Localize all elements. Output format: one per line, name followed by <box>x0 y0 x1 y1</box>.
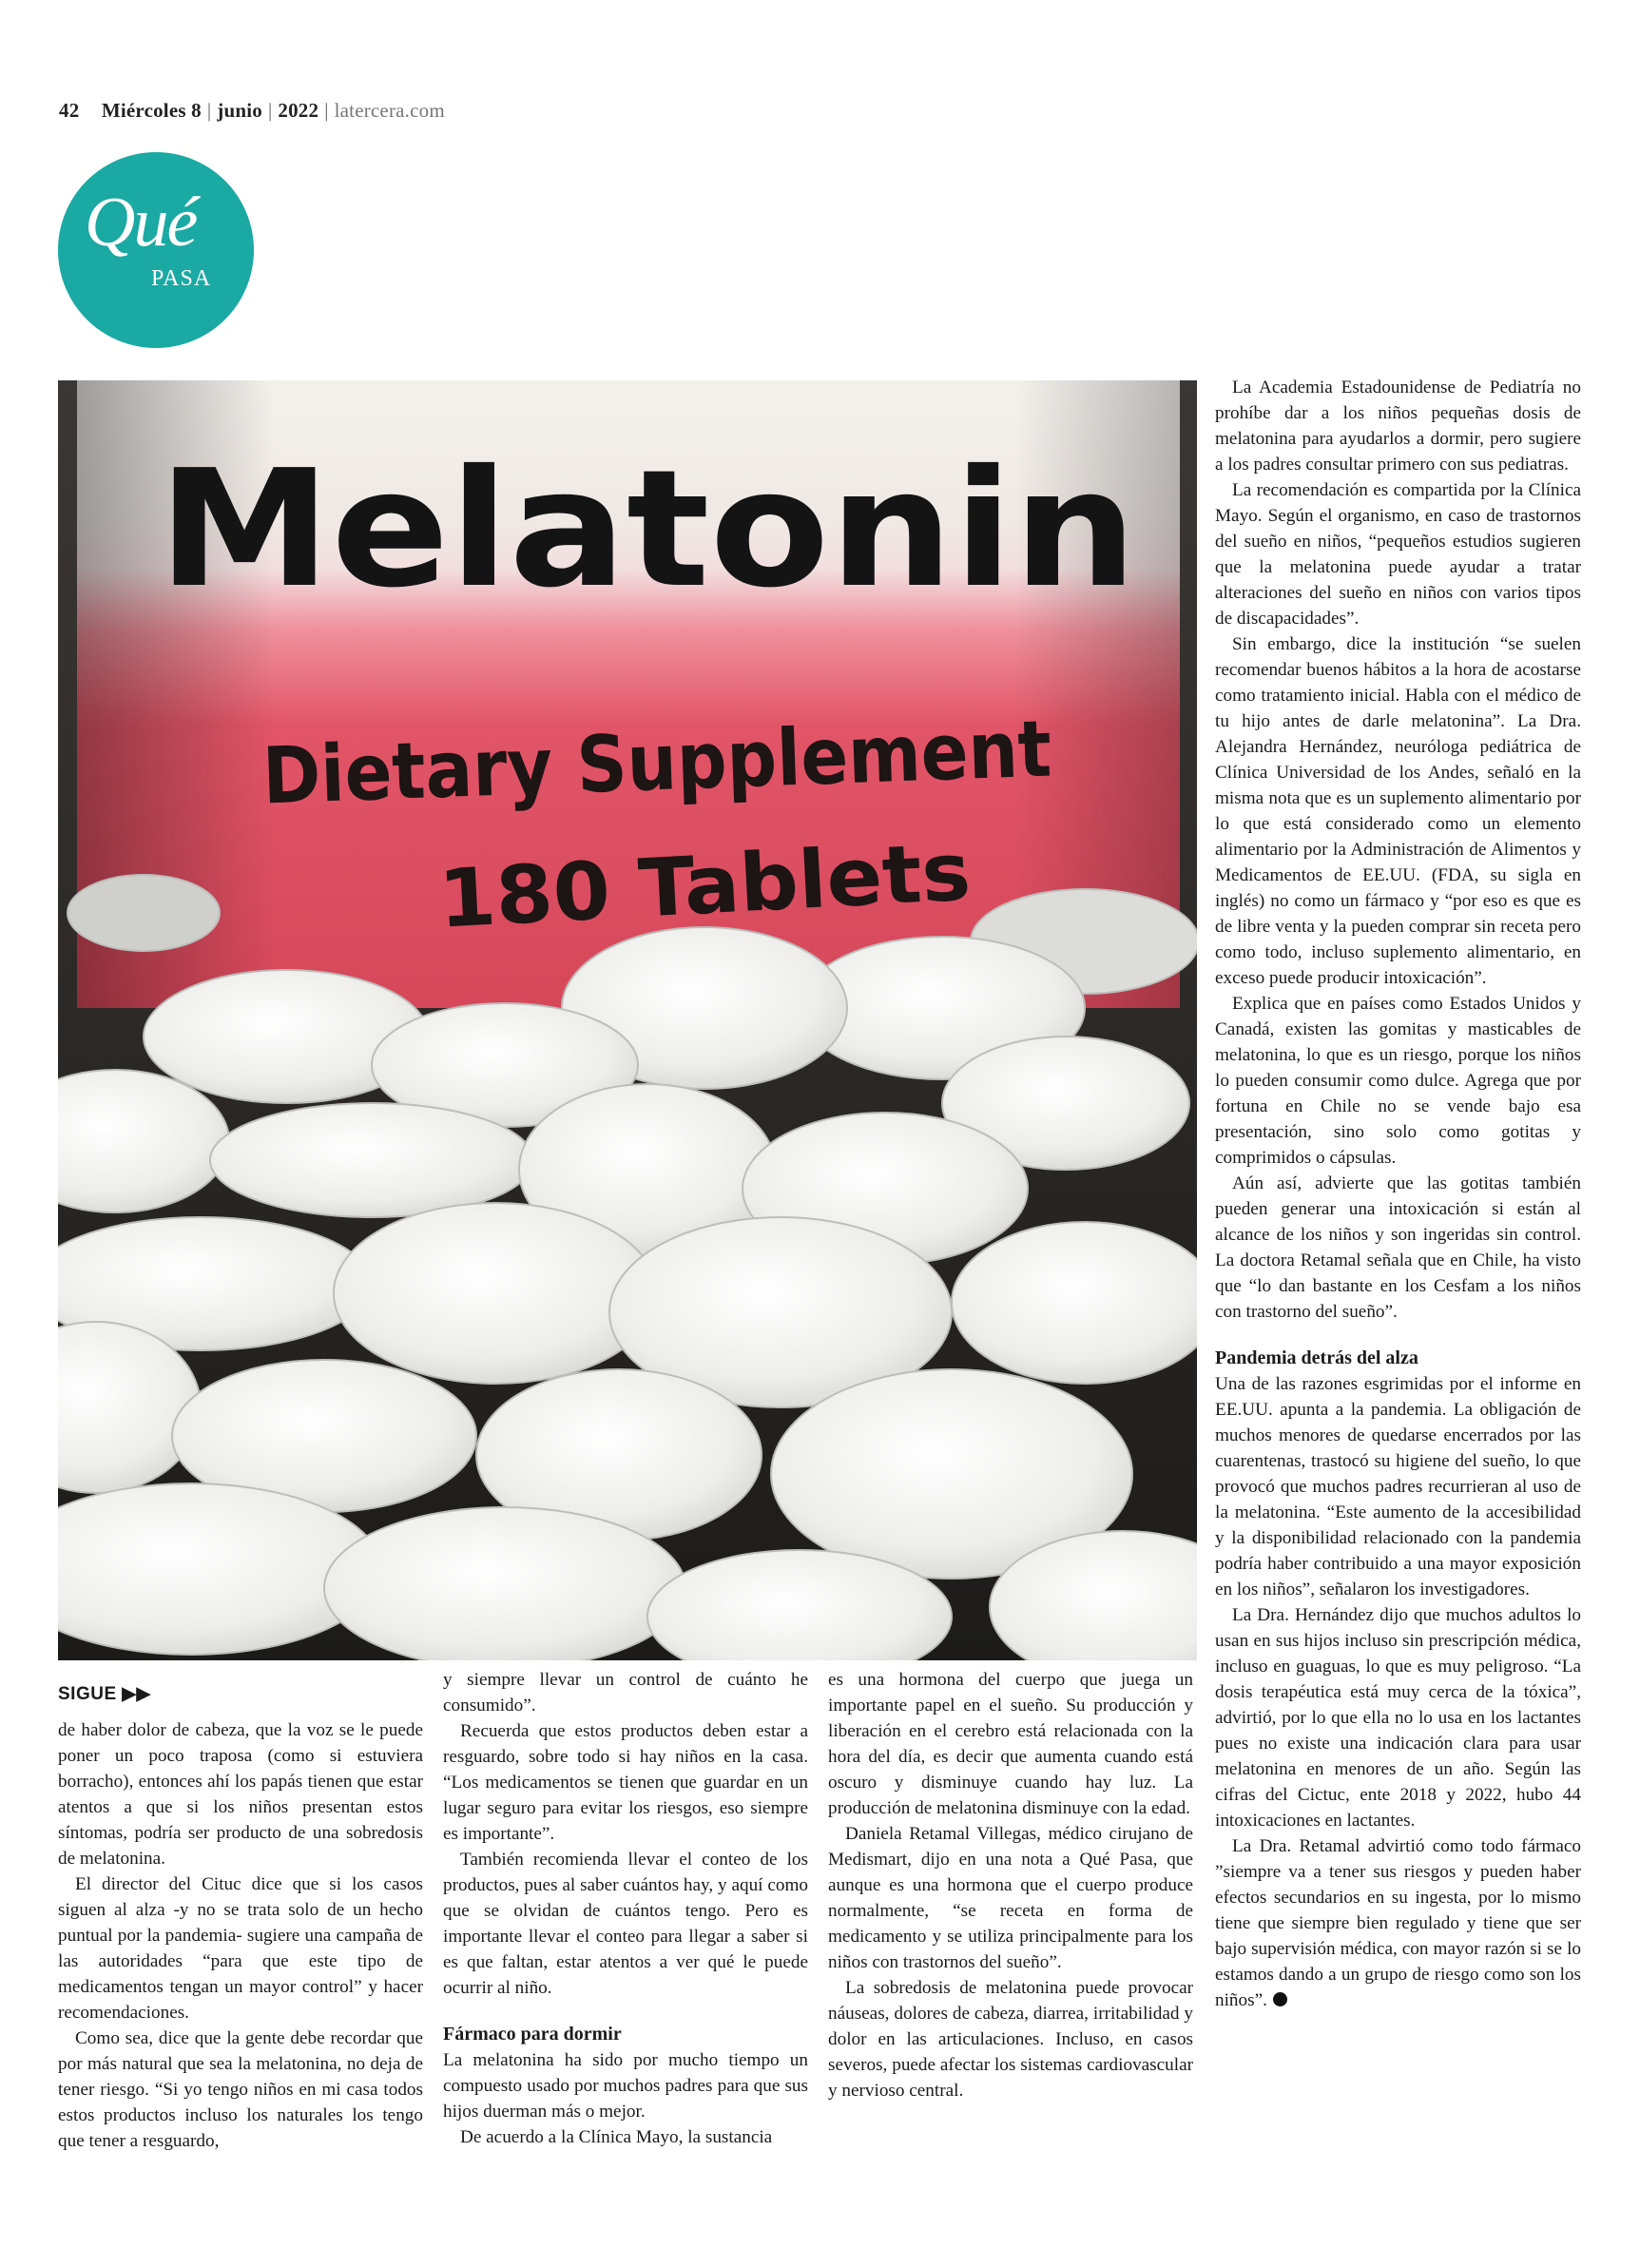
article-photo <box>58 380 1197 1660</box>
paragraph: La Dra. Hernández dijo que muchos adultos lo usan en sus hijos incluso sin prescripción médica, incluso en guaguas, lo que es muy peligroso. “La dosis terapéutica está muy cerca de la tóxica”, advirtió, por lo que ella no lo usa en los lactantes pues no existe una indicación clara para usar melatonina en menores de un año. Según las cifras del Cictuc, ente 2018 y 2022, hubo 44 intoxicaciones en lactantes. <box>1215 1605 1581 1831</box>
paragraph: Explica que en países como Estados Unidos y Canadá, existen las gomitas y masticables de melatonina, lo que es un riesgo, porque los niños lo pueden consumir como dulce. Agrega que por fortuna en Chile no se vende bajo esa presentación, sino solo como gotitas y comprimidos o cápsulas. <box>1215 994 1581 1168</box>
subheading: Pandemia detrás del alza <box>1215 1347 1418 1368</box>
paragraph: La sobredosis de melatonina puede provocar náuseas, dolores de cabeza, diarrea, irritabilidad y dolor en las articulaciones. Incluso, en casos severos, puede afectar los sistemas cardiovascular y nervioso central. <box>828 1978 1193 2101</box>
label-line-1: Dietary Supplement <box>260 701 1145 823</box>
tablet-pile <box>58 875 1197 1660</box>
continue-marker: SIGUE ▶▶ <box>58 1684 151 1704</box>
end-of-article-icon <box>1273 1992 1287 2006</box>
site-name: latercera.com <box>334 99 445 122</box>
paragraph: La melatonina ha sido por mucho tiempo un compuesto usado por muchos padres para que sus hijos duerman más o mejor. <box>443 2050 808 2122</box>
paragraph: La Academia Estadounidense de Pediatría no prohíbe dar a los niños pequeñas dosis de melatonina para ayudarlos a dormir, pero sugiere a los padres consultar primero con sus pediatras. <box>1215 378 1581 475</box>
page-header: 42 Miércoles 8 | junio | 2022 | latercera.com <box>59 99 445 122</box>
section-logo <box>58 152 254 348</box>
page-number: 42 <box>59 99 80 122</box>
date-month: junio <box>217 99 262 122</box>
date-weekday-day: Miércoles 8 <box>101 99 202 122</box>
label-product-name: Melatonin <box>158 436 1137 624</box>
paragraph: Como sea, dice que la gente debe recordar que por más natural que sea la melatonina, no deja de tener riesgo. “Si yo tengo niños en mi casa todos estos productos incluso los naturales los tengo que tener a resguardo, <box>58 2028 423 2151</box>
paragraph: es una hormona del cuerpo que juega un importante papel en el sueño. Su producción y liberación en el cerebro está relacionada con la hora del día, es decir que aumenta cuando está oscuro y disminuye cuando hay luz. La producción de melatonina disminuye con la edad. <box>828 1670 1193 1818</box>
article-column-3 <box>828 1667 1193 2103</box>
label-line-2: 180 Tablets <box>435 825 958 946</box>
paragraph-text: La Dra. Retamal advirtió como todo fármaco ”siempre va a tener sus riesgos y pueden haber efectos secundarios en su ingesta, por lo mismo tiene que siempre bien regulado y tiene que ser bajo supervisión médica, con mayor razón si se lo estamos dando a un grupo de riesgo como son los niños”. <box>1215 1836 1581 2010</box>
paragraph: y siempre llevar un control de cuánto he consumido”. <box>443 1670 808 1716</box>
section-logo-subtitle: PASA <box>151 266 212 291</box>
paragraph: Una de las razones esgrimidas por el informe en EE.UU. apunta a la pandemia. La obligación de muchos menores de quedarse encerrados por las cuarentenas, trastocó su higiene del sueño, lo que provocó que muchos padres recurrieran al uso de la melatonina. “Este aumento de la accesibilidad y la disponibilidad relacionado con la pandemia podría haber contribuido a una mayor exposición en los niños”, señalaron los investigadores. <box>1215 1374 1581 1599</box>
subheading: Fármaco para dormir <box>443 2024 622 2045</box>
article-column-4 <box>1215 375 1581 2013</box>
article-column-2 <box>443 1667 808 2150</box>
paragraph: El director del Cituc dice que si los casos siguen al alza -y no se trata solo de un hecho puntual por la pandemia- sugiere una campaña de las autoridades “para que este tipo de medicamentos tengan un mayor control” y hacer recomendaciones. <box>58 1874 423 2023</box>
paragraph: De acuerdo a la Clínica Mayo, la sustancia <box>460 2127 773 2147</box>
paragraph: Sin embargo, dice la institución “se suelen recomendar buenos hábitos a la hora de acostarse como tratamiento inicial. Habla con el médico de tu hijo antes de darle melatonina”. La Dra. Alejandra Hernández, neuróloga pediátrica de Clínica Universidad de los Andes, señaló en la misma nota que es un suplemento alimentario por lo que está considerado como un elemento alimentario por la Administración de Alimentos y Medicamentos de EE.UU. (FDA, su sigla en inglés) no como un fármaco y “por eso es que es de libre venta y la pueden comprar sin receta pero como todo, incluso suplemento alimentario, en exceso puede producir intoxicación”. <box>1215 634 1581 988</box>
paragraph: Daniela Retamal Villegas, médico cirujano de Medismart, dijo en una nota a Qué Pasa, que aunque es una hormona que el cuerpo produce normalmente, “se receta en forma de medicamento y se utiliza principalmente para los niños con trastornos del sueño”. <box>828 1824 1193 1972</box>
section-logo-title: Qué <box>85 184 197 262</box>
paragraph: Aún así, advierte que las gotitas también pueden generar una intoxicación si están al alcance de los niños y son ingeridas sin control. La doctora Retamal señala que en Chile, ha visto que “lo dan bastante en los Cesfam a los niños con trastorno del sueño”. <box>1215 1173 1581 1322</box>
date-year: 2022 <box>278 99 319 122</box>
paragraph: de haber dolor de cabeza, que la voz se le puede poner un poco traposa (como si estuviera borracho), entonces ahí los papás tienen que estar atentos a que si los niños presentan estos síntomas, podría ser producto de una sobredosis de melatonina. <box>58 1720 423 1869</box>
paragraph-last <box>1215 1833 1581 2013</box>
paragraph: Recuerda que estos productos deben estar a resguardo, sobre todo si hay niños en la casa. “Los medicamentos se tienen que guardar en un lugar seguro para evitar los riesgos, eso siempre es importante”. <box>443 1721 808 1844</box>
article-column-1 <box>58 1717 423 2154</box>
paragraph: También recomienda llevar el conteo de los productos, pues al saber cuántos hay, y aquí como que se olvidan de cuántos tengo. Pero es importante llevar el conteo para llegar a saber si es que faltan, estar atentos a ver qué le puede ocurrir al niño. <box>443 1850 808 1998</box>
paragraph: La recomendación es compartida por la Clínica Mayo. Según el organismo, en caso de trastornos del sueño en niños, “pequeños estudios sugieren que la melatonina puede ayudar a tratar alteraciones del sueño en niños con varios tipos de discapacidades”. <box>1215 480 1581 629</box>
